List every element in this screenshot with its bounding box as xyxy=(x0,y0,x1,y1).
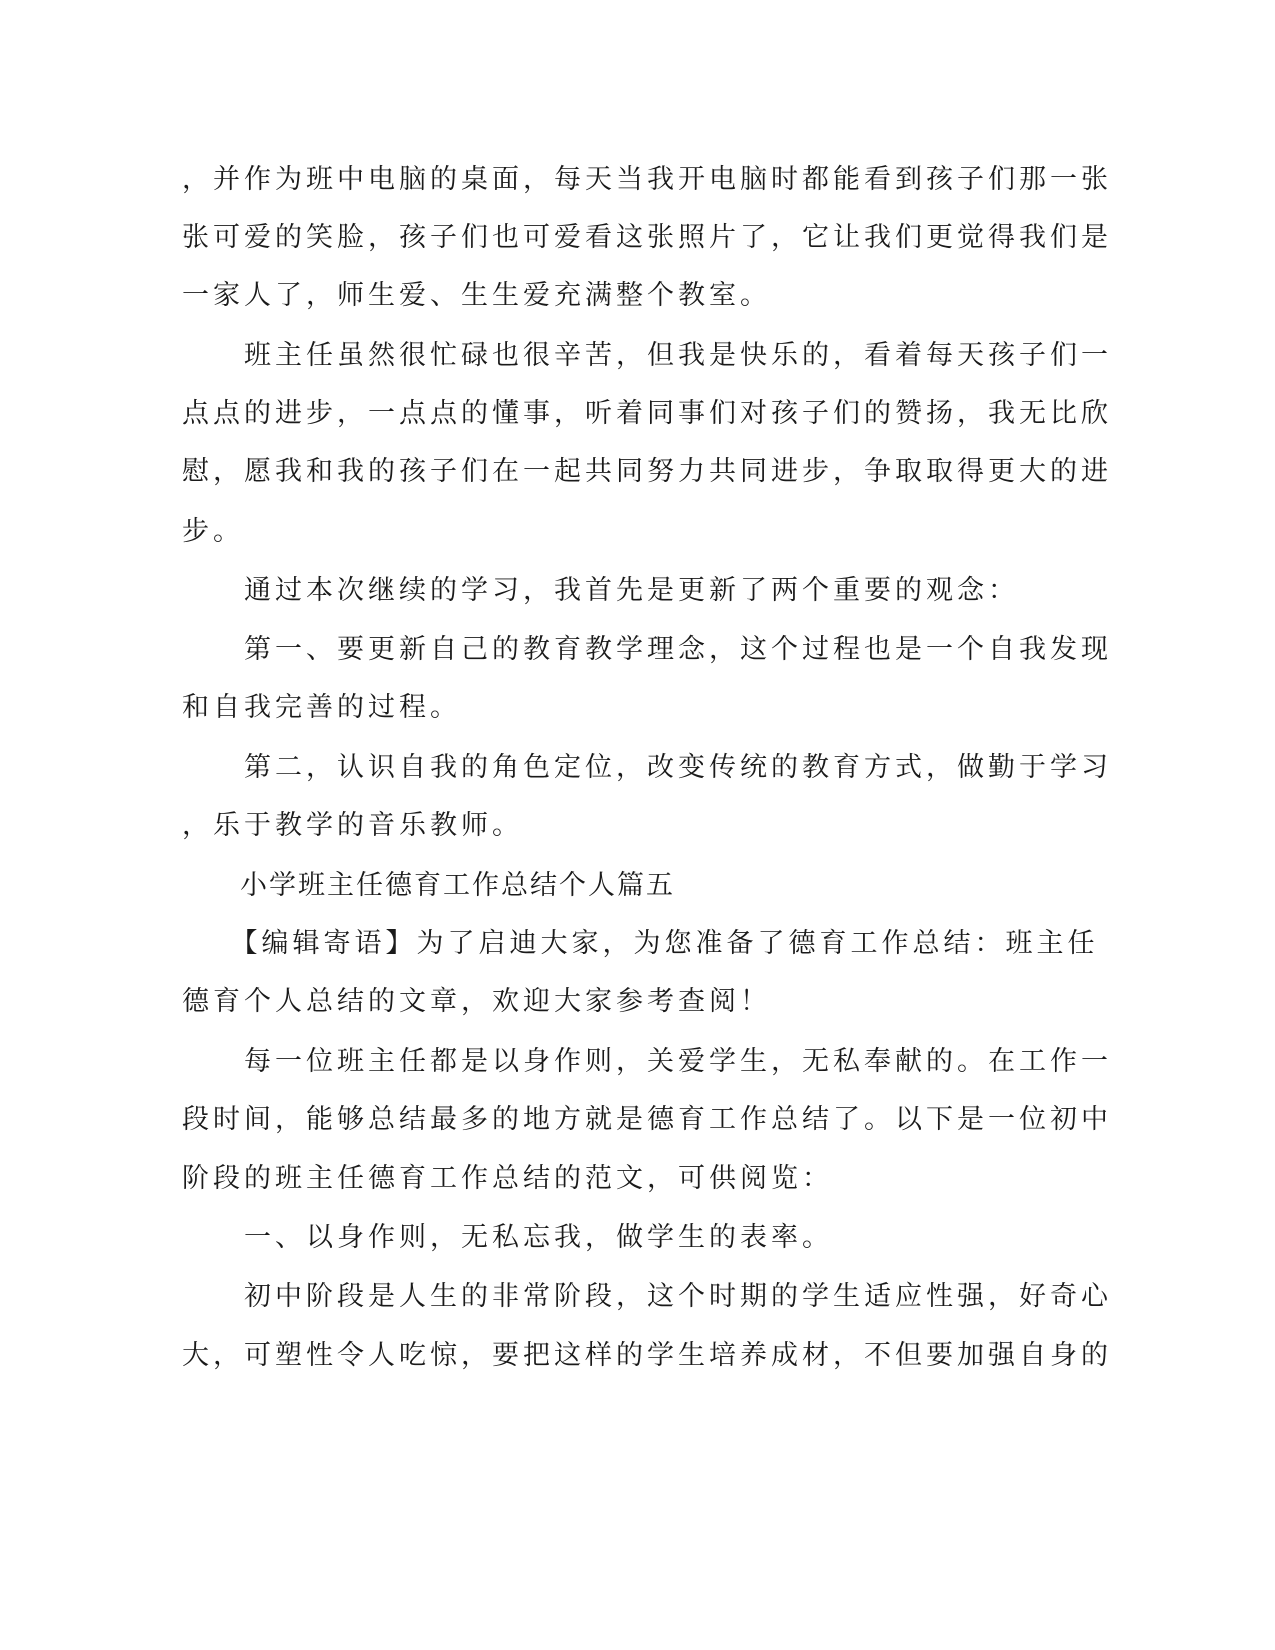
text-line: 点点的进步，一点点的懂事，听着同事们对孩子们的赞扬，我无比欣 xyxy=(182,398,1112,429)
text-line: 【编辑寄语】为了启迪大家，为您准备了德育工作总结：班主任 xyxy=(182,928,1099,959)
text-line: 步。 xyxy=(182,516,244,547)
section-title: 小学班主任德育工作总结个人篇五 xyxy=(182,870,675,901)
text-line: 一家人了，师生爱、生生爱充满整个教室。 xyxy=(182,280,771,311)
text-line: 慰，愿我和我的孩子们在一起共同努力共同进步，争取取得更大的进 xyxy=(182,456,1112,487)
text-line: 通过本次继续的学习，我首先是更新了两个重要的观念： xyxy=(182,575,1019,606)
text-line: 大，可塑性令人吃惊，要把这样的学生培养成材，不但要加强自身的 xyxy=(182,1340,1112,1371)
text-line: 和自我完善的过程。 xyxy=(182,692,461,723)
text-line: 第一、要更新自己的教育教学理念，这个过程也是一个自我发现 xyxy=(182,634,1112,665)
text-line: 一、以身作则，无私忘我，做学生的表率。 xyxy=(182,1222,833,1253)
text-line: 阶段的班主任德育工作总结的范文，可供阅览： xyxy=(182,1163,833,1194)
text-line: ，并作为班中电脑的桌面，每天当我开电脑时都能看到孩子们那一张 xyxy=(182,164,1112,195)
text-line: ，乐于教学的音乐教师。 xyxy=(182,810,523,841)
text-line: 初中阶段是人生的非常阶段，这个时期的学生适应性强，好奇心 xyxy=(182,1281,1112,1312)
text-line: 张可爱的笑脸，孩子们也可爱看这张照片了，它让我们更觉得我们是 xyxy=(182,222,1112,253)
text-line: 段时间，能够总结最多的地方就是德育工作总结了。以下是一位初中 xyxy=(182,1104,1112,1135)
text-line: 德育个人总结的文章，欢迎大家参考查阅！ xyxy=(182,986,771,1017)
text-line: 第二，认识自我的角色定位，改变传统的教育方式，做勤于学习 xyxy=(182,752,1112,783)
text-line: 每一位班主任都是以身作则，关爱学生，无私奉献的。在工作一 xyxy=(182,1046,1112,1077)
text-line: 班主任虽然很忙碌也很辛苦，但我是快乐的，看着每天孩子们一 xyxy=(182,340,1112,371)
